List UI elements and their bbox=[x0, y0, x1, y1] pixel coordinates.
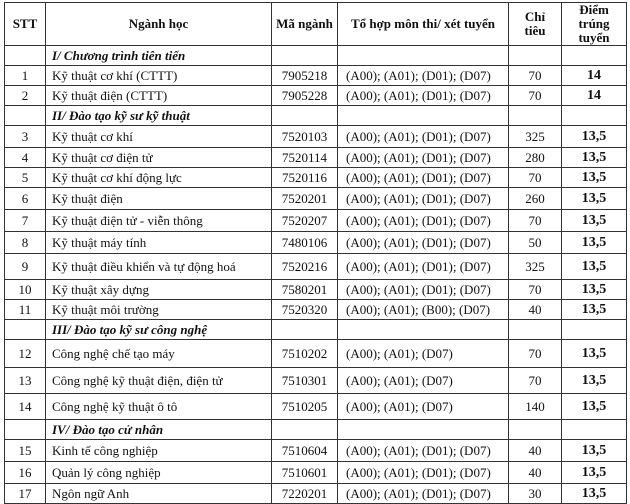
row-major-name: Kinh tế công nghiệp bbox=[46, 440, 272, 462]
row-major-code: 7580201 bbox=[272, 280, 338, 300]
header-score: Điểm trúng tuyển bbox=[562, 3, 627, 46]
row-stt: 2 bbox=[5, 86, 46, 106]
row-stt: 10 bbox=[5, 280, 46, 300]
row-stt: 11 bbox=[5, 300, 46, 320]
row-combination: (A00); (A01); (D01); (D07) bbox=[338, 254, 509, 280]
section-empty-cell bbox=[562, 46, 627, 66]
row-quota: 70 bbox=[509, 66, 562, 86]
row-stt: 9 bbox=[5, 254, 46, 280]
table-row bbox=[5, 168, 627, 188]
header-row bbox=[5, 3, 627, 46]
row-score: 13,5 bbox=[562, 484, 627, 504]
row-combination: (A00); (A01); (D01); (D07) bbox=[338, 280, 509, 300]
row-stt: 6 bbox=[5, 188, 46, 210]
section-stt-cell bbox=[5, 106, 46, 126]
row-quota: 280 bbox=[509, 148, 562, 168]
section-empty-cell bbox=[338, 46, 509, 66]
table-row bbox=[5, 300, 627, 320]
row-score: 13,5 bbox=[562, 462, 627, 484]
row-score: 14 bbox=[562, 86, 627, 106]
row-stt: 8 bbox=[5, 232, 46, 254]
row-major-code: 7510202 bbox=[272, 340, 338, 368]
section-title: III/ Đào tạo kỹ sư công nghệ bbox=[46, 320, 272, 340]
section-row bbox=[5, 46, 627, 66]
table-row bbox=[5, 148, 627, 168]
row-combination: (A00); (A01); (D01); (D07) bbox=[338, 484, 509, 504]
table-row bbox=[5, 86, 627, 106]
section-title: II/ Đào tạo kỹ sư kỹ thuật bbox=[46, 106, 272, 126]
section-stt-cell bbox=[5, 46, 46, 66]
row-quota: 70 bbox=[509, 368, 562, 394]
row-major-code: 7220201 bbox=[272, 484, 338, 504]
row-combination: (A00); (A01); (D01); (D07) bbox=[338, 188, 509, 210]
row-score: 13,5 bbox=[562, 394, 627, 420]
row-major-name: Kỹ thuật cơ khí (CTTT) bbox=[46, 66, 272, 86]
table-row bbox=[5, 462, 627, 484]
section-empty-cell bbox=[272, 420, 338, 440]
section-empty-cell bbox=[338, 106, 509, 126]
table-row bbox=[5, 440, 627, 462]
row-combination: (A00); (A01); (D01); (D07) bbox=[338, 440, 509, 462]
row-major-name: Kỹ thuật điện (CTTT) bbox=[46, 86, 272, 106]
section-empty-cell bbox=[272, 106, 338, 126]
row-major-name: Kỹ thuật điện tử - viễn thông bbox=[46, 210, 272, 232]
row-major-name: Kỹ thuật cơ khí động lực bbox=[46, 168, 272, 188]
section-stt-cell bbox=[5, 320, 46, 340]
row-stt: 14 bbox=[5, 394, 46, 420]
section-stt-cell bbox=[5, 420, 46, 440]
row-major-name: Quản lý công nghiệp bbox=[46, 462, 272, 484]
table-row bbox=[5, 188, 627, 210]
row-major-name: Công nghệ kỹ thuật ô tô bbox=[46, 394, 272, 420]
row-major-code: 7520114 bbox=[272, 148, 338, 168]
section-empty-cell bbox=[509, 46, 562, 66]
row-quota: 40 bbox=[509, 300, 562, 320]
row-score: 13,5 bbox=[562, 188, 627, 210]
table-row bbox=[5, 368, 627, 394]
row-major-name: Kỹ thuật điều khiển và tự động hoá bbox=[46, 254, 272, 280]
section-title: I/ Chương trình tiên tiến bbox=[46, 46, 272, 66]
row-combination: (A00); (A01); (D07) bbox=[338, 368, 509, 394]
row-major-code: 7520103 bbox=[272, 126, 338, 148]
row-quota: 70 bbox=[509, 280, 562, 300]
section-empty-cell bbox=[562, 106, 627, 126]
row-major-name: Kỹ thuật xây dựng bbox=[46, 280, 272, 300]
table-row bbox=[5, 340, 627, 368]
row-combination: (A00); (A01); (D07) bbox=[338, 394, 509, 420]
header-code: Mã ngành bbox=[272, 3, 338, 46]
row-score: 13,5 bbox=[562, 340, 627, 368]
row-score: 13,5 bbox=[562, 232, 627, 254]
row-combination: (A00); (A01); (D01); (D07) bbox=[338, 86, 509, 106]
row-score: 13,5 bbox=[562, 254, 627, 280]
section-empty-cell bbox=[509, 106, 562, 126]
row-major-name: Kỹ thuật cơ khí bbox=[46, 126, 272, 148]
table-row bbox=[5, 66, 627, 86]
row-major-code: 7510301 bbox=[272, 368, 338, 394]
row-score: 13,5 bbox=[562, 300, 627, 320]
row-combination: (A00); (A01); (D01); (D07) bbox=[338, 168, 509, 188]
table-row bbox=[5, 126, 627, 148]
row-stt: 13 bbox=[5, 368, 46, 394]
row-combination: (A00); (A01); (D07) bbox=[338, 340, 509, 368]
admission-table bbox=[4, 2, 627, 504]
section-row bbox=[5, 106, 627, 126]
section-empty-cell bbox=[272, 320, 338, 340]
row-major-code: 7520116 bbox=[272, 168, 338, 188]
row-stt: 5 bbox=[5, 168, 46, 188]
table-body bbox=[5, 46, 627, 504]
section-empty-cell bbox=[562, 420, 627, 440]
header-combination: Tổ hợp môn thi/ xét tuyển bbox=[338, 3, 509, 46]
row-major-name: Công nghệ chế tạo máy bbox=[46, 340, 272, 368]
row-stt: 3 bbox=[5, 126, 46, 148]
row-quota: 40 bbox=[509, 462, 562, 484]
row-quota: 140 bbox=[509, 394, 562, 420]
row-quota: 40 bbox=[509, 440, 562, 462]
row-combination: (A00); (A01); (D01); (D07) bbox=[338, 148, 509, 168]
row-quota: 260 bbox=[509, 188, 562, 210]
row-major-code: 7520216 bbox=[272, 254, 338, 280]
row-major-name: Kỹ thuật cơ điện tử bbox=[46, 148, 272, 168]
table-row bbox=[5, 394, 627, 420]
row-major-code: 7480106 bbox=[272, 232, 338, 254]
row-score: 13,5 bbox=[562, 148, 627, 168]
row-major-name: Kỹ thuật máy tính bbox=[46, 232, 272, 254]
row-combination: (A00); (A01); (D01); (D07) bbox=[338, 66, 509, 86]
row-major-code: 7520207 bbox=[272, 210, 338, 232]
section-empty-cell bbox=[509, 420, 562, 440]
row-quota: 70 bbox=[509, 86, 562, 106]
row-quota: 70 bbox=[509, 340, 562, 368]
row-combination: (A00); (A01); (D01); (D07) bbox=[338, 210, 509, 232]
row-combination: (A00); (A01); (D01); (D07) bbox=[338, 462, 509, 484]
row-combination: (A00); (A01); (B00); (D07) bbox=[338, 300, 509, 320]
table-row bbox=[5, 280, 627, 300]
header-major: Ngành học bbox=[46, 3, 272, 46]
row-score: 13,5 bbox=[562, 168, 627, 188]
row-combination: (A00); (A01); (D01); (D07) bbox=[338, 232, 509, 254]
section-empty-cell bbox=[509, 320, 562, 340]
row-major-code: 7510601 bbox=[272, 462, 338, 484]
header-quota: Chỉ tiêu bbox=[509, 3, 562, 46]
row-major-code: 7905228 bbox=[272, 86, 338, 106]
section-row bbox=[5, 420, 627, 440]
row-major-code: 7905218 bbox=[272, 66, 338, 86]
row-quota: 325 bbox=[509, 254, 562, 280]
header-stt: STT bbox=[5, 3, 46, 46]
row-score: 13,5 bbox=[562, 280, 627, 300]
row-stt: 12 bbox=[5, 340, 46, 368]
row-score: 14 bbox=[562, 66, 627, 86]
table-row bbox=[5, 254, 627, 280]
row-quota: 30 bbox=[509, 484, 562, 504]
table-row bbox=[5, 232, 627, 254]
row-quota: 70 bbox=[509, 168, 562, 188]
row-combination: (A00); (A01); (D01); (D07) bbox=[338, 126, 509, 148]
row-quota: 70 bbox=[509, 210, 562, 232]
section-empty-cell bbox=[562, 320, 627, 340]
table-row bbox=[5, 210, 627, 232]
row-stt: 1 bbox=[5, 66, 46, 86]
row-major-name: Ngôn ngữ Anh bbox=[46, 484, 272, 504]
section-title: IV/ Đào tạo cử nhân bbox=[46, 420, 272, 440]
row-quota: 325 bbox=[509, 126, 562, 148]
row-stt: 4 bbox=[5, 148, 46, 168]
row-major-name: Kỹ thuật môi trường bbox=[46, 300, 272, 320]
row-stt: 7 bbox=[5, 210, 46, 232]
section-row bbox=[5, 320, 627, 340]
row-stt: 16 bbox=[5, 462, 46, 484]
row-major-code: 7510604 bbox=[272, 440, 338, 462]
row-score: 13,5 bbox=[562, 126, 627, 148]
row-score: 13,5 bbox=[562, 368, 627, 394]
admission-scores-document bbox=[4, 2, 626, 504]
row-major-code: 7520320 bbox=[272, 300, 338, 320]
row-quota: 50 bbox=[509, 232, 562, 254]
row-major-name: Kỹ thuật điện bbox=[46, 188, 272, 210]
section-empty-cell bbox=[272, 46, 338, 66]
row-stt: 17 bbox=[5, 484, 46, 504]
row-major-name: Công nghệ kỹ thuật điện, điện tử bbox=[46, 368, 272, 394]
row-score: 13,5 bbox=[562, 440, 627, 462]
row-score: 13,5 bbox=[562, 210, 627, 232]
section-empty-cell bbox=[338, 320, 509, 340]
row-stt: 15 bbox=[5, 440, 46, 462]
row-major-code: 7520201 bbox=[272, 188, 338, 210]
row-major-code: 7510205 bbox=[272, 394, 338, 420]
section-empty-cell bbox=[338, 420, 509, 440]
